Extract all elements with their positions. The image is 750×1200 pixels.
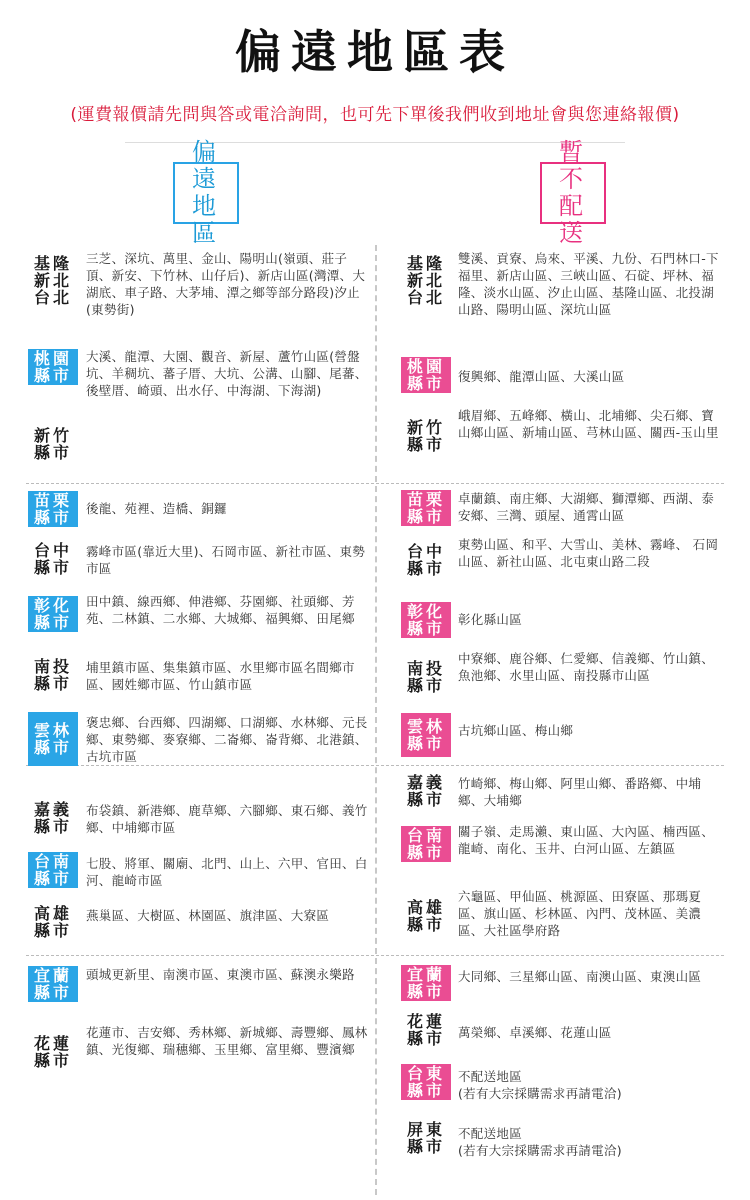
left-city-changhua: 彰化縣市	[28, 596, 78, 632]
right-desc-kaohsiung: 六龜區、甲仙區、桃源區、田寮區、那瑪夏區、旗山區、杉林區、內門、茂林區、美濃區、大社區學府路	[458, 889, 702, 938]
right-city-taitung: 台東縣市	[401, 1064, 451, 1100]
right-desc-hsinchu: 峨眉鄉、五峰鄉、橫山、北埔鄉、尖石鄉、寶山鄉山區、新埔山區、芎林山區、關西-玉山里	[458, 408, 719, 440]
shipping-note: (運費報價請先問與答或電洽詢問，也可先下單後我們收到地址會與您連絡報價)	[70, 105, 680, 125]
right-city-yunlin: 雲林縣市	[401, 713, 451, 757]
right-city-hsinchu: 新竹縣市	[406, 418, 445, 454]
right-desc-keelung-newtaipei-taipei: 雙溪、貢寮、烏來、平溪、九份、石門林口-下福里、新店山區、三峽山區、石碇、坪林、福隆、淡水山區、汐止山區、基隆山區、北投湖山路、陽明山區、深坑山區	[458, 251, 719, 317]
right-desc-tainan: 關子嶺、走馬瀨、東山區、大內區、楠西區、龍崎、南化、玉井、白河山區、左鎮區	[458, 824, 715, 856]
right-city-taoyuan: 桃園縣市	[401, 357, 451, 393]
left-city-taoyuan: 桃園縣市	[28, 349, 78, 385]
no-delivery-stamp: 暫不配送	[540, 162, 606, 224]
right-desc-yilan: 大同鄉、三星鄉山區、南澳山區、東澳山區	[458, 969, 702, 984]
left-desc-miaoli: 後龍、苑裡、造橋、銅鑼	[86, 501, 227, 516]
right-city-miaoli: 苗栗縣市	[401, 490, 451, 526]
remote-area-stamp: 偏遠地區	[173, 162, 239, 224]
left-city-tainan: 台南縣市	[28, 852, 78, 888]
section-divider	[26, 955, 724, 956]
right-desc-chiayi: 竹崎鄉、梅山鄉、阿里山鄉、番路鄉、中埔鄉、大埔鄉	[458, 776, 702, 808]
left-desc-taichung: 霧峰市區(靠近大里)、石岡市區、新社市區、東勢市區	[86, 544, 366, 576]
left-city-yunlin: 雲林縣市	[28, 712, 78, 766]
left-city-chiayi: 嘉義縣市	[33, 800, 72, 836]
left-city-kaohsiung: 高雄縣市	[33, 904, 72, 940]
section-divider	[26, 765, 724, 766]
left-city-miaoli: 苗栗縣市	[28, 491, 78, 527]
left-desc-keelung-newtaipei-taipei: 三芝、深坑、萬里、金山、陽明山(嶺頭、莊子頂、新安、下竹林、山仔后)、新店山區(灣潭、大湖底、車子路、大茅埔、潭之鄉等部分路段)汐止(東勢街)	[86, 251, 366, 317]
left-desc-kaohsiung: 燕巢區、大樹區、林園區、旗津區、大寮區	[86, 908, 330, 923]
left-desc-yunlin: 褒忠鄉、台西鄉、四湖鄉、口湖鄉、水林鄉、元長鄉、東勢鄉、麥寮鄉、二崙鄉、崙背鄉、北港鎮、古坑市區	[86, 715, 368, 764]
left-desc-changhua: 田中鎮、線西鄉、伸港鄉、芬園鄉、社頭鄉、芳苑、二林鎮、二水鄉、大城鄉、福興鄉、田尾鄉	[86, 594, 355, 626]
left-city-nantou: 南投縣市	[33, 657, 72, 693]
right-city-yilan: 宜蘭縣市	[401, 965, 451, 1001]
left-city-keelung-newtaipei-taipei: 基隆新北台北	[33, 253, 72, 307]
right-city-keelung-newtaipei-taipei: 基隆新北台北	[406, 253, 445, 307]
right-desc-taoyuan: 復興鄉、龍潭山區、大溪山區	[458, 369, 625, 384]
left-city-hualien: 花蓮縣市	[33, 1034, 72, 1070]
right-city-pingtung: 屏東縣市	[406, 1120, 445, 1156]
right-desc-taichung: 東勢山區、和平、大雪山、美林、霧峰、 石岡山區、新社山區、北屯東山路二段	[458, 537, 719, 569]
right-city-chiayi: 嘉義縣市	[406, 773, 445, 809]
right-desc-nantou: 中寮鄉、鹿谷鄉、仁愛鄉、信義鄉、竹山鎮、魚池鄉、水里山區、南投縣市山區	[458, 651, 715, 683]
right-desc-yunlin: 古坑鄉山區、梅山鄉	[458, 723, 574, 738]
right-city-hualien: 花蓮縣市	[406, 1012, 445, 1048]
right-desc-miaoli: 卓蘭鎮、南庄鄉、大湖鄉、獅潭鄉、西湖、泰安鄉、三灣、頭屋、通霄山區	[458, 491, 715, 523]
right-desc-taitung: 不配送地區 (若有大宗採購需求再請電洽)	[458, 1069, 622, 1101]
left-desc-yilan: 頭城更新里、南澳市區、東澳市區、蘇澳永樂路	[86, 967, 355, 982]
right-desc-pingtung: 不配送地區 (若有大宗採購需求再請電洽)	[458, 1126, 622, 1158]
page-title: 偏遠地區表	[235, 25, 515, 79]
right-desc-changhua: 彰化縣山區	[458, 612, 523, 627]
right-city-nantou: 南投縣市	[406, 659, 445, 695]
section-divider	[26, 483, 724, 484]
left-desc-tainan: 七股、將軍、關廟、北門、山上、六甲、官田、白河、龍崎市區	[86, 856, 368, 888]
left-desc-chiayi: 布袋鎮、新港鄉、鹿草鄉、六腳鄉、東石鄉、義竹鄉、中埔鄉市區	[86, 803, 368, 835]
left-desc-taoyuan: 大溪、龍潭、大園、觀音、新屋、蘆竹山區(營盤坑、羊稠坑、蕃子厝、大坑、公溝、山腳、尾蕃、後壁厝、崎頭、出水仔、中海湖、下海湖)	[86, 349, 368, 398]
left-city-taichung: 台中縣市	[33, 541, 72, 577]
right-city-changhua: 彰化縣市	[401, 602, 451, 638]
left-desc-hualien: 花蓮市、吉安鄉、秀林鄉、新城鄉、壽豐鄉、鳳林鎮、光復鄉、瑞穗鄉、玉里鄉、富里鄉、豐濱鄉	[86, 1025, 368, 1057]
left-city-hsinchu: 新竹縣市	[33, 426, 72, 462]
column-divider	[375, 245, 377, 1195]
left-city-yilan: 宜蘭縣市	[28, 966, 78, 1002]
right-city-kaohsiung: 高雄縣市	[406, 898, 445, 934]
right-city-taichung: 台中縣市	[406, 542, 445, 578]
right-city-tainan: 台南縣市	[401, 826, 451, 862]
left-desc-nantou: 埔里鎮市區、集集鎮市區、水里鄉市區名間鄉市區、國姓鄉市區、竹山鎮市區	[86, 660, 355, 692]
right-desc-hualien: 萬榮鄉、卓溪鄉、花蓮山區	[458, 1025, 612, 1040]
